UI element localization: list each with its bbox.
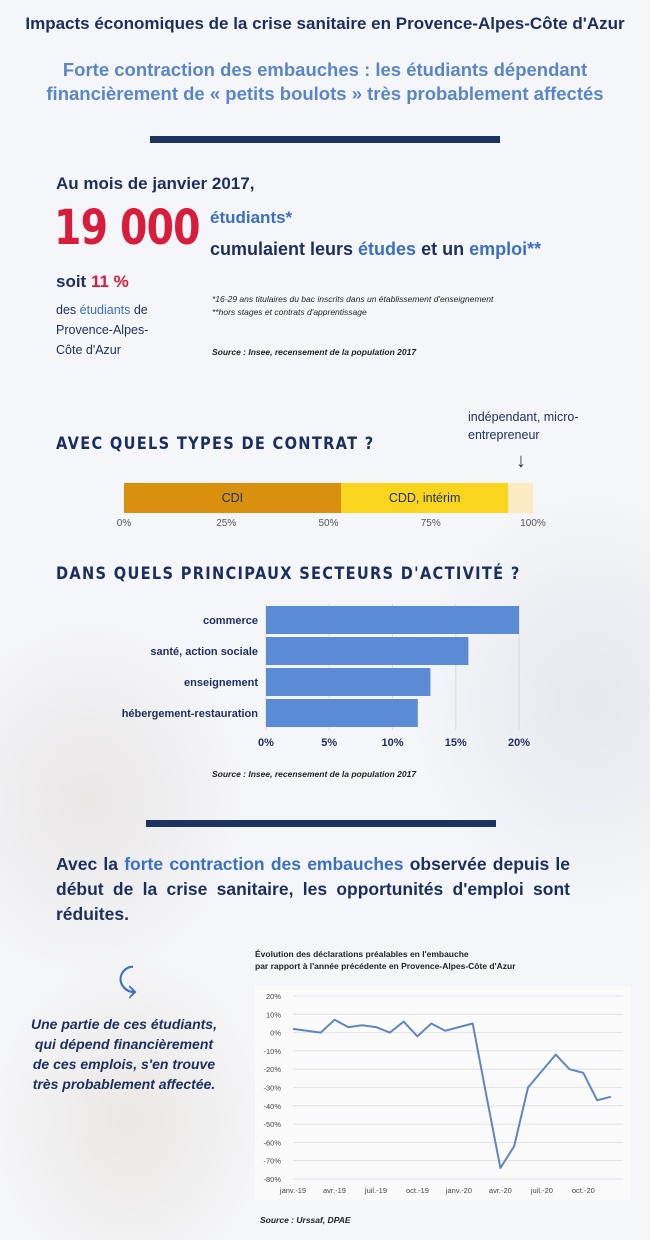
down-arrow-icon: ↓ [516, 450, 526, 472]
line-chart-background [255, 986, 631, 1200]
source-3: Source : Urssaf, DPAE [260, 1215, 351, 1225]
line-y-tick-label: -30% [263, 1083, 281, 1093]
stat-line-2-b: études [358, 239, 417, 259]
contract-segment-1: CDD, intérim [341, 483, 509, 513]
line-y-tick-label: 10% [265, 1010, 281, 1020]
sector-label: commerce [202, 615, 258, 627]
contract-segment-2 [508, 483, 533, 513]
line-x-tick-label: avr.-20 [488, 1186, 512, 1195]
line-x-tick-label: juil.-19 [364, 1186, 388, 1195]
stat-line-2 [210, 239, 541, 260]
contract-segment-0: CDI [124, 483, 341, 513]
sector-label: hébergement-restauration [121, 708, 258, 720]
sectors-tick-label: 0% [258, 737, 274, 749]
sector-bar [266, 668, 430, 696]
conclusion-paragraph [56, 852, 570, 927]
line-chart-title [255, 948, 516, 972]
line-y-tick-label: -40% [263, 1101, 281, 1111]
desc-line-2: Provence-Alpes- [56, 323, 149, 337]
page-subtitle [20, 58, 630, 106]
desc-b: étudiants [79, 303, 131, 317]
stat-description [56, 300, 148, 360]
contract-tick-label: 0% [116, 518, 132, 529]
line-x-tick-label: avr.-19 [323, 1186, 346, 1195]
stat-line-1: étudiants* [210, 208, 293, 227]
source-2: Source : Insee, recensement de la population 2017 [212, 769, 417, 779]
contracts-axis [116, 518, 546, 532]
line-y-tick-label: 0% [270, 1028, 281, 1038]
subtitle-line-2: financièrement de « petits boulots » très probablement affectés [46, 83, 604, 104]
line-x-tick-label: oct.-20 [571, 1186, 595, 1195]
line-x-tick-label: janv.-20 [445, 1186, 472, 1195]
divider-middle [146, 820, 496, 827]
source-1: Source : Insee, recensement de la population 2017 [212, 347, 417, 357]
stat-intro: Au mois de janvier 2017, [56, 174, 255, 193]
subtitle-line-1: Forte contraction des embauches : les étudiants dépendant [62, 59, 588, 80]
contracts-heading: AVEC QUELS TYPES DE CONTRAT ? [56, 434, 375, 454]
sectors-heading: DANS QUELS PRINCIPAUX SECTEURS D'ACTIVITÉ ? [56, 564, 521, 584]
line-x-tick-label: juil.-20 [530, 1186, 553, 1195]
sectors-tick-label: 5% [321, 737, 338, 749]
stat-number: 19 000 [54, 200, 200, 256]
line-chart-title-2: par rapport à l'année précédente en Provence-Alpes-Côte d'Azur [255, 961, 516, 971]
sectors-tick-label: 15% [444, 737, 467, 749]
hiring-line-chart [255, 986, 635, 1204]
sector-label: enseignement [184, 677, 258, 689]
divider-top [150, 136, 500, 143]
contract-tick-label: 25% [216, 518, 237, 529]
contract-tick-label: 50% [318, 518, 339, 529]
desc-a: des [56, 303, 80, 317]
stat-line-2-c: et un [416, 239, 470, 259]
stat-share-prefix: soit [56, 272, 91, 291]
line-y-tick-label: -20% [263, 1065, 281, 1075]
stat-share-value: 11 % [90, 272, 129, 291]
line-y-tick-label: -50% [263, 1120, 281, 1130]
line-y-tick-label: -10% [263, 1046, 281, 1056]
line-y-tick-label: -80% [263, 1175, 281, 1184]
line-chart-title-1: Évolution des déclarations préalables en l'embauche [255, 949, 469, 959]
stat-line-2-d: emploi** [469, 239, 542, 259]
footnote-2: **hors stages et contrats d'apprentissage [212, 307, 367, 317]
line-y-tick-label: -60% [263, 1138, 281, 1148]
desc-c: de [130, 303, 148, 317]
contracts-bar [124, 483, 533, 513]
desc-line-3: Côte d'Azur [56, 343, 121, 357]
contract-tick-label: 100% [520, 518, 546, 529]
footnote-1: *16-29 ans titulaires du bac inscrits dans un établissement d'enseignement [212, 294, 494, 304]
sectors-tick-label: 10% [381, 737, 404, 749]
line-x-tick-label: oct.-19 [405, 1186, 429, 1195]
conclusion-b: forte contraction des embauches [124, 854, 404, 874]
line-y-tick-label: -70% [263, 1156, 281, 1166]
conclusion-a: Avec la [56, 854, 125, 874]
conclusion-c: observée depuis le début de la crise sanitaire, les opportunités d'emploi sont réduites. [56, 854, 570, 924]
sector-label: santé, action sociale [150, 646, 258, 658]
line-y-tick-label: 20% [265, 992, 281, 1001]
curved-arrow-icon: ⤹ [118, 962, 138, 998]
sector-bar [266, 699, 418, 727]
stat-line-2-a: cumulaient leurs [210, 239, 359, 259]
sectors-tick-label: 20% [507, 737, 531, 749]
sector-bar [266, 606, 519, 634]
sectors-chart [100, 598, 550, 758]
indep-label: indépendant, micro-entrepreneur [468, 410, 579, 442]
sector-bar [266, 637, 468, 665]
line-x-tick-label: janv.-19 [279, 1186, 307, 1195]
footnotes [212, 293, 493, 319]
stat-share [56, 272, 129, 292]
page-title: Impacts économiques de la crise sanitaire en Provence-Alpes-Côte d'Azur [25, 14, 625, 33]
contract-tick-label: 75% [420, 518, 441, 529]
conclusion-quote: Une partie de ces étudiants, qui dépend financièrement de ces emplois, s'en trouve très probablement affectée. [31, 1016, 217, 1092]
